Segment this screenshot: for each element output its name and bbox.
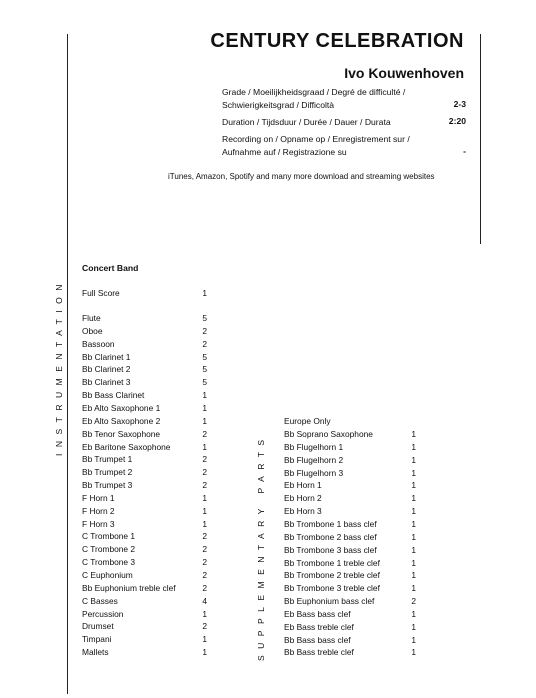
instrument-name: Percussion — [82, 608, 124, 619]
supplementary-part-name: Bb Flugelhorn 2 — [284, 454, 344, 465]
concert-band-heading: Concert Band — [82, 263, 139, 273]
supplementary-part-name: Bb Trombone 1 bass clef — [284, 518, 377, 529]
supplementary-part-name: Bb Euphonium bass clef — [284, 596, 375, 607]
instrument-qty: 1 — [202, 647, 207, 658]
composer-name: Ivo Kouwenhoven — [344, 65, 464, 81]
full-score-qty: 1 — [202, 288, 207, 298]
recording-label-line-2: Aufnahme auf / Registrazione su — [222, 147, 347, 157]
instrument-name: Bb Trumpet 3 — [82, 480, 133, 491]
instrument-qty: 5 — [202, 351, 207, 362]
instrument-qty: 1 — [202, 415, 207, 426]
supplementary-parts-side-label: SUPPLEMENTARY PARTS — [256, 433, 266, 661]
instrument-qty: 2 — [202, 325, 207, 336]
supplementary-part-qty: 1 — [411, 467, 416, 478]
supplementary-part-qty: 1 — [411, 454, 416, 465]
instrument-qty: 2 — [202, 338, 207, 349]
supplementary-part-name: Bb Flugelhorn 1 — [284, 441, 344, 452]
instrumentation-side-label: INSTRUMENTATION — [54, 278, 64, 456]
instrument-name: Eb Baritone Saxophone — [82, 441, 171, 452]
instrument-qty: 2 — [202, 570, 207, 580]
instrument-qty: 1 — [202, 402, 207, 413]
instrument-name: Oboe — [82, 325, 103, 336]
supplementary-part-qty: 1 — [411, 647, 416, 658]
supplementary-part-name: Eb Horn 3 — [284, 506, 322, 517]
supplementary-part-name: Bb Soprano Saxophone — [284, 429, 373, 439]
instrument-qty: 2 — [202, 544, 207, 555]
recording-value: - — [463, 146, 466, 156]
instrument-name: Eb Alto Saxophone 2 — [82, 415, 161, 426]
instrument-qty: 5 — [202, 313, 207, 323]
instrument-name: Bb Euphonium treble clef — [82, 582, 176, 593]
supplementary-part-qty: 1 — [411, 441, 416, 452]
instrument-name: Bb Trumpet 2 — [82, 467, 133, 478]
instrument-name: C Trombone 1 — [82, 531, 136, 542]
grade-label-line-2: Schwierigkeitsgrad / Difficoltà — [222, 100, 335, 110]
instrument-name: C Trombone 3 — [82, 557, 136, 568]
instrument-qty: 1 — [202, 608, 207, 619]
instrument-qty: 2 — [202, 467, 207, 478]
supplementary-part-name: Bb Bass bass clef — [284, 634, 351, 645]
supplementary-part-qty: 1 — [411, 634, 416, 645]
supplementary-part-name: Eb Bass bass clef — [284, 608, 351, 619]
instrument-qty: 1 — [202, 492, 207, 503]
supplementary-part-name: Bb Flugelhorn 3 — [284, 467, 344, 478]
supplementary-part-name: Bb Trombone 3 bass clef — [284, 544, 377, 555]
supplementary-part-qty: 1 — [411, 608, 416, 619]
instrument-name: C Basses — [82, 595, 118, 606]
supplementary-part-qty: 1 — [411, 544, 416, 555]
instrument-qty: 2 — [202, 531, 207, 542]
instrument-name: F Horn 1 — [82, 492, 115, 503]
supplementary-part-qty: 1 — [411, 480, 416, 491]
instrument-name: Timpani — [82, 634, 112, 645]
instrument-name: F Horn 2 — [82, 505, 115, 516]
instrument-qty: 4 — [202, 595, 207, 606]
page-title: CENTURY CELEBRATION — [210, 30, 464, 52]
instrument-name: Flute — [82, 313, 101, 323]
grade-label — [222, 86, 405, 112]
instrument-qty: 5 — [202, 364, 207, 375]
instrument-qty: 2 — [202, 582, 207, 593]
recording-label-line-1: Recording on / Opname op / Enregistrement sur / — [222, 134, 410, 144]
instrument-qty: 1 — [202, 441, 207, 452]
supplementary-part-name: Bb Bass treble clef — [284, 647, 354, 658]
grade-value: 2-3 — [453, 99, 466, 109]
instrument-name: Bb Trumpet 1 — [82, 454, 133, 465]
instrument-name: Eb Alto Saxophone 1 — [82, 402, 161, 413]
instrument-qty: 1 — [202, 634, 207, 645]
full-score-name: Full Score — [82, 288, 120, 298]
instrument-qty: 1 — [202, 390, 207, 401]
supplementary-part-qty: 2 — [411, 596, 416, 607]
supplementary-part-qty: 1 — [411, 621, 416, 632]
instrument-qty: 2 — [202, 621, 207, 632]
supplementary-part-qty: 1 — [411, 493, 416, 504]
instrument-name: Bb Clarinet 2 — [82, 364, 131, 375]
instrument-name: F Horn 3 — [82, 518, 115, 529]
supplementary-part-qty: 1 — [411, 429, 416, 439]
instrument-name: Bb Tenor Saxophone — [82, 428, 161, 439]
supplementary-part-name: Eb Horn 1 — [284, 480, 322, 491]
instrument-name: Bassoon — [82, 338, 115, 349]
duration-value: 2:20 — [448, 116, 466, 126]
grade-label-line-1: Grade / Moeilijkheidsgraad / Degré de difficulté / — [222, 87, 406, 97]
instrument-name: Drumset — [82, 621, 114, 632]
instrument-qty: 1 — [202, 505, 207, 516]
instrument-name: C Euphonium — [82, 570, 133, 580]
supplementary-part-name: Bb Trombone 1 treble clef — [284, 557, 380, 568]
instrument-name: Mallets — [82, 647, 109, 658]
supplementary-part-name: Bb Trombone 3 treble clef — [284, 583, 380, 594]
instrument-qty: 5 — [202, 377, 207, 388]
supplementary-part-qty: 1 — [411, 518, 416, 529]
streaming-note: iTunes, Amazon, Spotify and many more download and streaming websites — [168, 172, 435, 181]
supplementary-part-qty: 1 — [411, 583, 416, 594]
supplementary-part-name: Bb Trombone 2 treble clef — [284, 570, 380, 581]
instrument-qty: 1 — [202, 518, 207, 529]
supplementary-part-qty: 1 — [411, 557, 416, 568]
supplementary-part-qty: 1 — [411, 570, 416, 581]
instrument-qty: 2 — [202, 557, 207, 568]
instrument-qty: 2 — [202, 428, 207, 439]
supplementary-part-name: Bb Trombone 2 bass clef — [284, 531, 377, 542]
recording-label — [222, 133, 410, 159]
europe-only-heading: Europe Only — [284, 416, 331, 426]
instrument-qty: 2 — [202, 454, 207, 465]
instrument-name: C Trombone 2 — [82, 544, 136, 555]
right-margin-rule — [480, 34, 481, 244]
instrument-name: Bb Clarinet 1 — [82, 351, 131, 362]
supplementary-part-name: Eb Horn 2 — [284, 493, 322, 504]
supplementary-part-qty: 1 — [411, 506, 416, 517]
supplementary-part-name: Eb Bass treble clef — [284, 621, 354, 632]
instrument-name: Bb Bass Clarinet — [82, 390, 145, 401]
duration-label: Duration / Tijdsduur / Durée / Dauer / Durata — [222, 117, 391, 127]
instrument-qty: 2 — [202, 480, 207, 491]
instrument-name: Bb Clarinet 3 — [82, 377, 131, 388]
supplementary-part-qty: 1 — [411, 531, 416, 542]
left-margin-rule — [67, 34, 68, 694]
